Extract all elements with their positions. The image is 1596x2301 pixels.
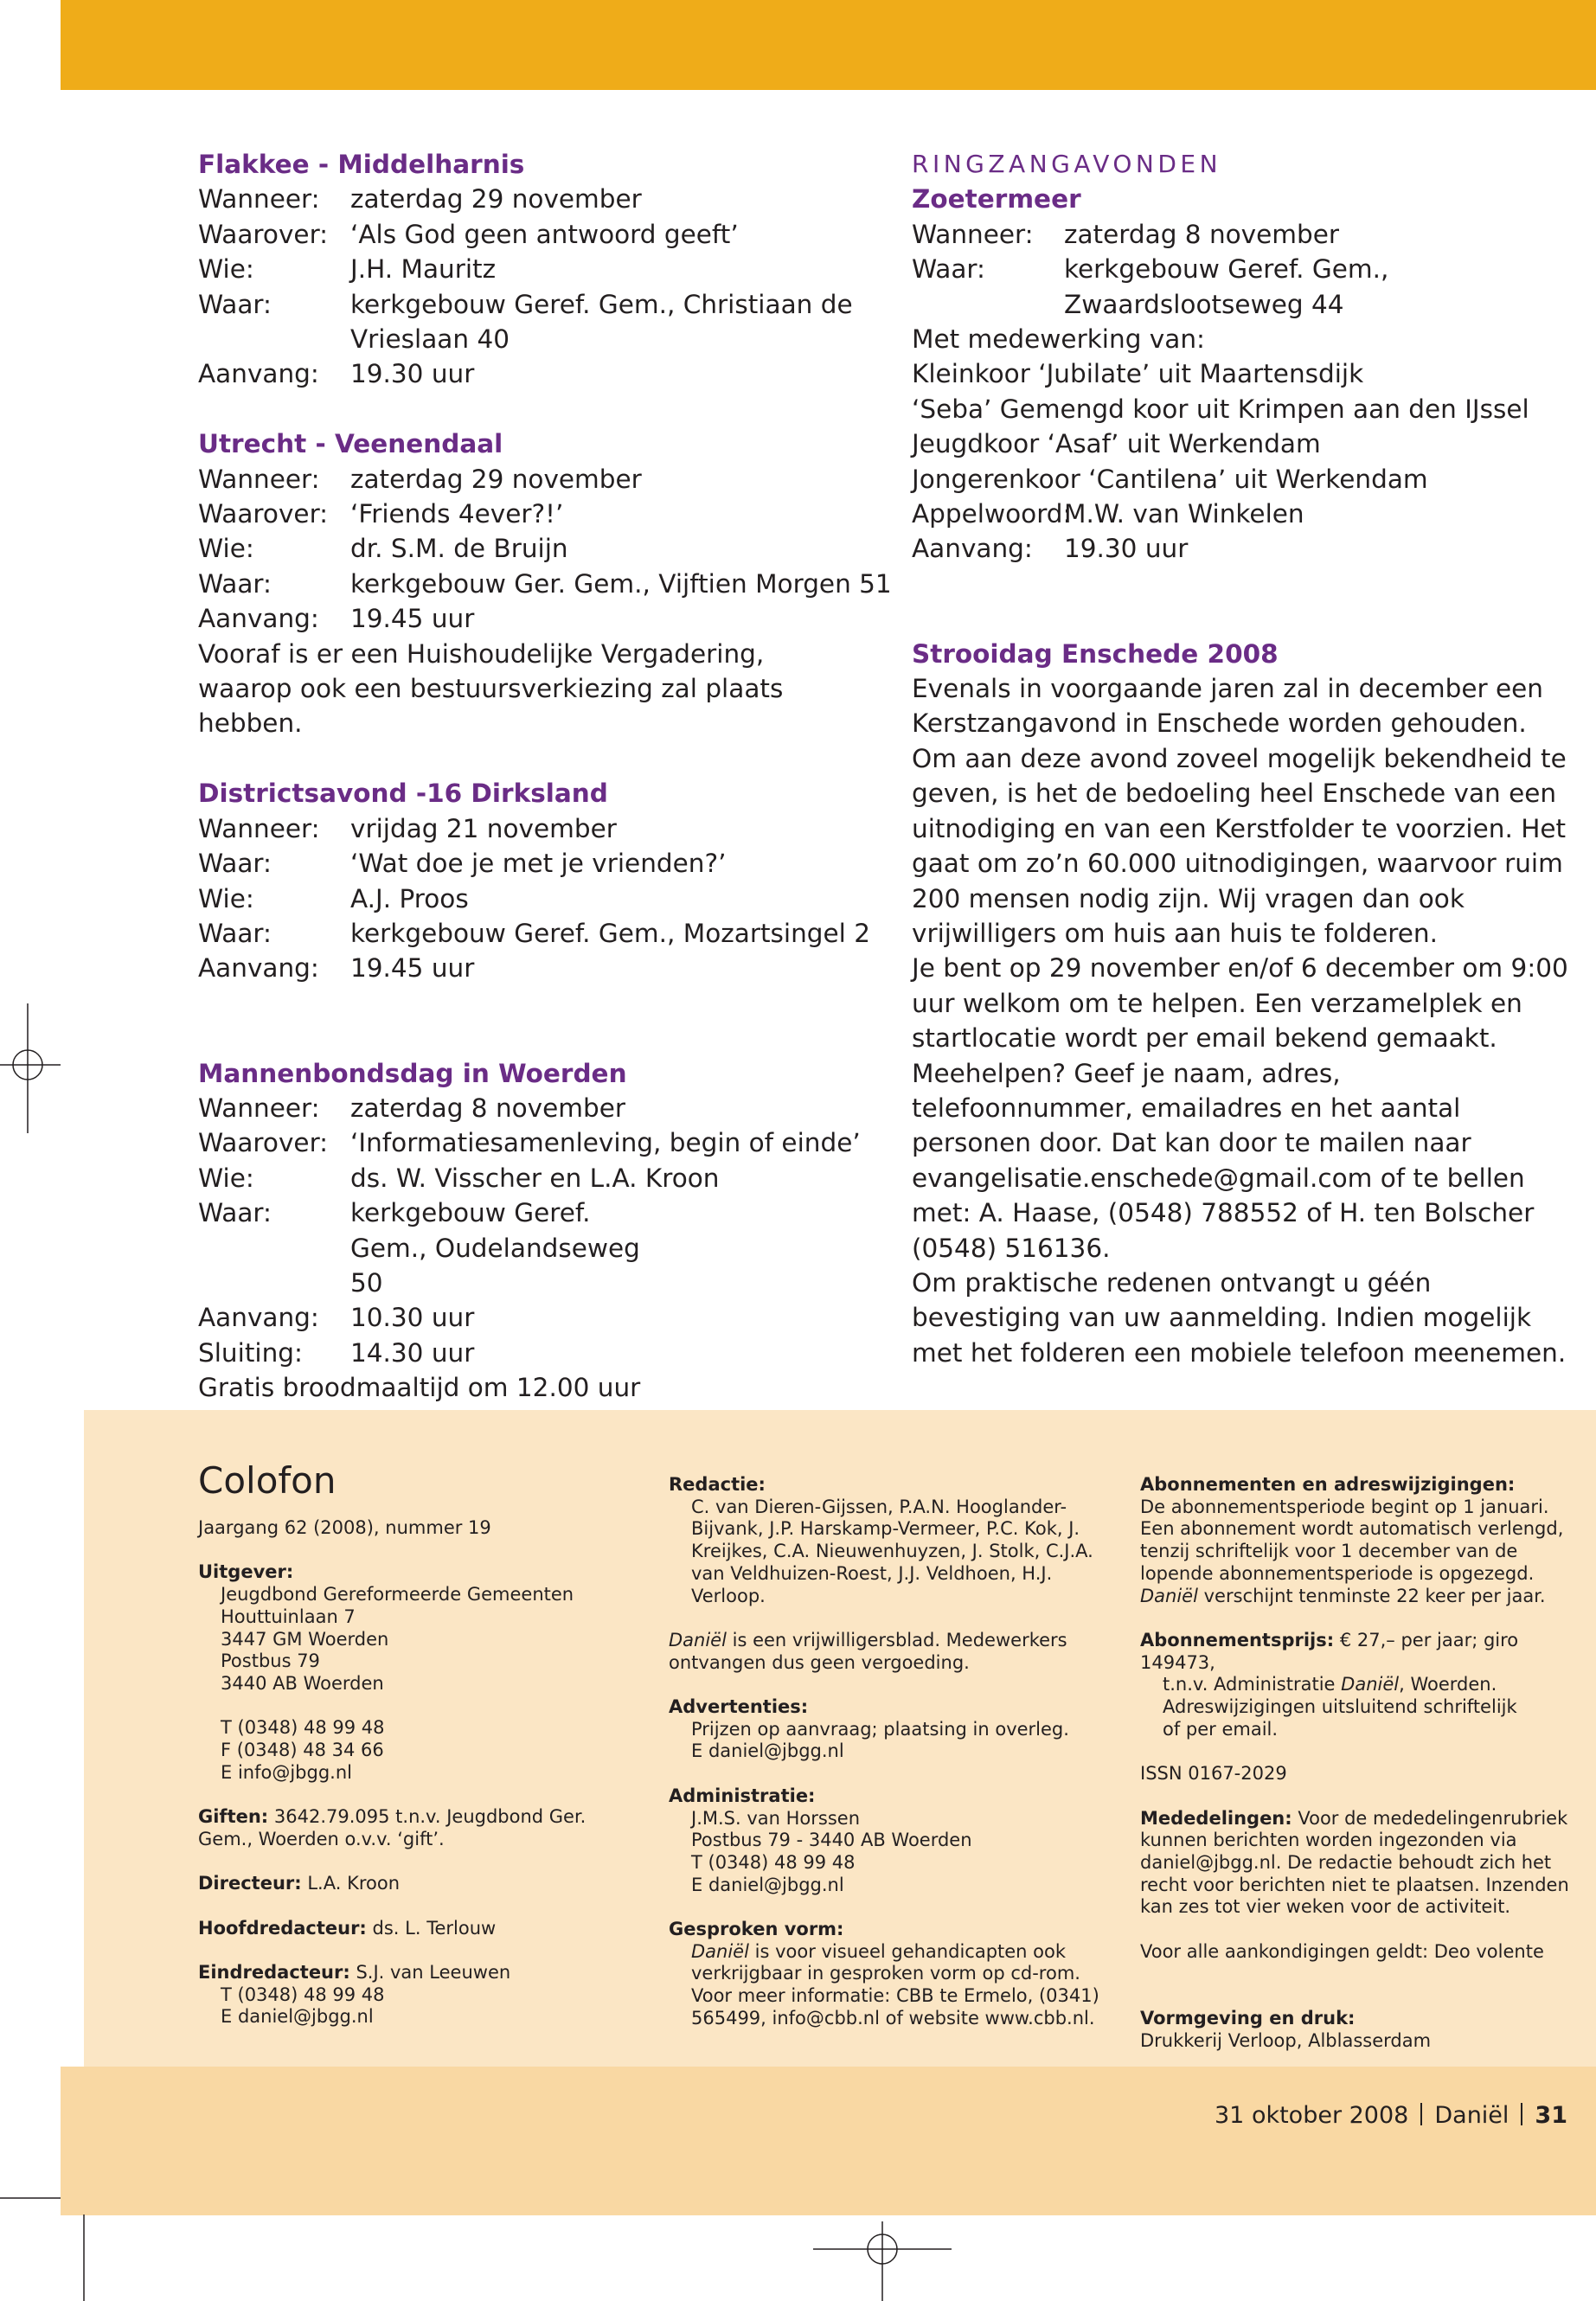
colofon-deo-volente: Voor alle aankondigingen geldt: Deo volente bbox=[1140, 1940, 1544, 1962]
left-column bbox=[198, 147, 892, 1440]
event-row: Wie: J.H. Mauritz bbox=[198, 254, 497, 285]
event-row: Wanneer: zaterdag 29 november bbox=[198, 184, 642, 215]
colofon-hoofdredacteur: Hoofdredacteur: ds. L. Terlouw bbox=[198, 1917, 497, 1939]
event-title: Utrecht - Veenendaal bbox=[198, 429, 503, 459]
colofon-abonnementen: Abonnementen en adreswijzigingen: De abonnementsperiode begint op 1 januari. Een abonnement wordt automatisch verlengd, tenzij schriftelijk voor 1 december van de lopende abonnementsperiode is opgezegd. Daniël verschijnt tenminste 22 keer per jaar. bbox=[1140, 1474, 1564, 1606]
event-row: Waarover: ‘Friends 4ever?!’ bbox=[198, 499, 564, 529]
colofon-administratie: Administratie: J.M.S. van Horssen Postbus 79 - 3440 AB Woerden T (0348) 48 99 48 E daniel@jbgg.nl bbox=[669, 1785, 972, 1895]
event-row: Wanneer: vrijdag 21 november bbox=[198, 813, 617, 843]
colofon-giften: Giften: 3642.79.095 t.n.v. Jeugdbond Ger. Gem., Woerden o.v.v. ‘gift’. bbox=[198, 1806, 586, 1849]
crop-mark-icon bbox=[0, 2194, 87, 2301]
event-row: Wie: dr. S.M. de Bruijn bbox=[198, 534, 568, 564]
text-line: Jeugdkoor ‘Asaf’ uit Werkendam bbox=[912, 429, 1321, 459]
page-number: 31 bbox=[1535, 2102, 1567, 2129]
page-footer bbox=[1215, 2101, 1567, 2131]
event-title: Zoetermeer bbox=[912, 184, 1081, 215]
colofon-column-2 bbox=[669, 1474, 1101, 2030]
event-row: Aanvang: 19.45 uur bbox=[198, 604, 475, 634]
event-row: Waar: kerkgebouw Ger. Gem., Vijftien Morgen 51 bbox=[198, 568, 892, 599]
event-title: Mannenbondsdag in Woerden bbox=[198, 1058, 627, 1088]
event-row: Aanvang: 10.30 uur bbox=[198, 1303, 475, 1333]
registration-mark-icon bbox=[813, 2221, 952, 2301]
registration-mark-icon bbox=[0, 1003, 61, 1133]
colofon-column-3 bbox=[1140, 1474, 1581, 2052]
event-flakkee bbox=[198, 147, 856, 392]
colofon-directeur: Directeur: L.A. Kroon bbox=[198, 1873, 401, 1894]
event-row: Wanneer: zaterdag 29 november bbox=[198, 464, 642, 494]
colofon-uitgever: Uitgever: Jeugdbond Gereformeerde Gemeenten Houttuinlaan 7 3447 GM Woerden Postbus 79 3440 AB Woerden T (0348) 48 99 48 F (0348) 48 34 66 E info@jbgg.nl bbox=[198, 1561, 574, 1783]
divider bbox=[1521, 2103, 1522, 2125]
event-row: Waar: ‘Wat doe je met je vrienden?’ bbox=[198, 849, 727, 879]
colofon-redactie: Redactie: C. van Dieren-Gijssen, P.A.N. Hooglander-Bijvank, J.P. Harskamp-Vermeer, P.C. Kok, J. Kreijkes, C.A. Nieuwenhuyzen, J. Stolk, C.J.A. van Veldhuizen-Roest, J.J. Veldhoen, H.J. Verloop. bbox=[669, 1474, 1093, 1606]
event-row: Aanvang: 19.45 uur bbox=[198, 953, 475, 984]
event-row: Wie: A.J. Proos bbox=[198, 883, 469, 913]
article-paragraph: Evenals in voorgaande jaren zal in december een Kerstzangavond in Enschede worden gehouden. Om aan deze avond zoveel mogelijk bekendheid te geven, is het de bedoeling heel Enschede van een uitnodiging en van een Kerstfolder te voorzien. Het gaat om zo’n 60.000 uitnodigingen, waarvoor ruim 200 mensen nodig zijn. Wij vragen dan ook vrijwilligers om huis aan huis te folderen. bbox=[912, 674, 1567, 948]
event-row: Aanvang: 19.30 uur bbox=[198, 359, 475, 389]
colofon-gesproken: Gesproken vorm: Daniël is voor visueel gehandicapten ook verkrijgbaar in gesproken vorm op cd-rom. Voor meer informatie: CBB te Ermelo, (0341) 565499, info@cbb.nl of website www.cbb.nl. bbox=[669, 1919, 1099, 2029]
event-row: Wanneer: zaterdag 8 november bbox=[912, 219, 1340, 249]
text-line: Jongerenkoor ‘Cantilena’ uit Werkendam bbox=[912, 464, 1428, 494]
event-row: Wanneer: zaterdag 8 november bbox=[198, 1093, 626, 1123]
event-row: Waar: kerkgebouw Geref. Gem., Christiaan de Vrieslaan 40 bbox=[198, 289, 853, 355]
top-color-bar bbox=[61, 0, 1596, 90]
event-row: Waar: kerkgebouw Geref. Gem., Zwaardslootseweg 44 bbox=[912, 254, 1389, 319]
colofon-vormgeving: Vormgeving en druk: Drukkerij Verloop, Alblasserdam bbox=[1140, 2007, 1432, 2051]
footer-band bbox=[61, 2067, 1596, 2215]
issue-date: 31 oktober 2008 bbox=[1215, 2102, 1409, 2129]
right-column bbox=[912, 147, 1569, 1370]
event-title: Flakkee - Middelharnis bbox=[198, 150, 525, 179]
event-dirksland bbox=[198, 776, 870, 985]
colofon-vrijwilligers: Daniël is een vrijwilligersblad. Medewerkers ontvangen dus geen vergoeding. bbox=[669, 1629, 1067, 1673]
text-line: Met medewerking van: bbox=[912, 324, 1205, 355]
event-row: Waarover: ‘Als God geen antwoord geeft’ bbox=[198, 219, 739, 249]
event-row: Waar: kerkgebouw Geref. Gem., Mozartsingel 2 bbox=[198, 918, 870, 948]
magazine-name: Daniël bbox=[1434, 2102, 1509, 2129]
event-row: Sluiting: 14.30 uur bbox=[198, 1337, 475, 1368]
event-row: Wie: ds. W. Visscher en L.A. Kroon bbox=[198, 1163, 720, 1193]
event-row: Aanvang: 19.30 uur bbox=[912, 534, 1189, 564]
event-row: Appelwoord: M.W. van Winkelen bbox=[912, 499, 1304, 529]
article-paragraph: Om praktische redenen ontvangt u géén bevestiging van uw aanmelding. Indien mogelijk met het folderen een mobiele telefoon meenemen. bbox=[912, 1267, 1567, 1368]
colofon-issn: ISSN 0167-2029 bbox=[1140, 1763, 1287, 1785]
event-row: Waar: kerkgebouw Geref. Gem., Oudelandseweg 50 bbox=[198, 1198, 640, 1298]
colofon-mededelingen: Mededelingen: Voor de mededelingenrubriek kunnen berichten worden ingezonden via daniel@jbgg.nl. De redactie behoudt zich het recht voor berichten niet te plaatsen. Inzenden kan zes tot vier weken voor de activiteit. bbox=[1140, 1807, 1569, 1918]
article-paragraph: Je bent op 29 november en/of 6 december om 9:00 uur welkom om te helpen. Een verzamelplek en startlocatie wordt per email bekend gemaakt. Meehelpen? Geef je naam, adres, telefoonnummer, emailadres en het aantal personen door. Dat kan door te mailen naar evangelisatie.enschede@gmail.com of te bellen met: A. Haase, (0548) 788552 of H. ten Bolscher (0548) 516136. bbox=[912, 953, 1568, 1263]
event-note: Gratis broodmaaltijd om 12.00 uur bbox=[198, 1373, 641, 1403]
event-utrecht bbox=[198, 426, 892, 741]
text-line: ‘Seba’ Gemengd koor uit Krimpen aan den IJssel bbox=[912, 394, 1529, 424]
event-mannenbondsdag bbox=[198, 1056, 861, 1406]
colofon-advertenties: Advertenties: Prijzen op aanvraag; plaatsing in overleg. E daniel@jbgg.nl bbox=[669, 1696, 1069, 1762]
text-line: Kleinkoor ‘Jubilate’ uit Maartensdijk bbox=[912, 359, 1364, 389]
colofon-jaargang: Jaargang 62 (2008), nummer 19 bbox=[198, 1517, 491, 1538]
colofon-column-1 bbox=[198, 1460, 631, 2029]
divider bbox=[1420, 2103, 1422, 2125]
event-title: Districtsavond -16 Dirksland bbox=[198, 779, 608, 809]
event-note: Vooraf is er een Huishoudelijke Vergadering, waarop ook een bestuursverkiezing zal plaats hebben. bbox=[198, 638, 784, 739]
article-title: Strooidag Enschede 2008 bbox=[912, 638, 1279, 669]
section-kicker: RINGZANGAVONDEN bbox=[912, 150, 1222, 178]
colofon-title: Colofon bbox=[198, 1459, 337, 1502]
colofon-abonnementsprijs: Abonnementsprijs: € 27,– per jaar; giro 149473, t.n.v. Administratie Daniël, Woerden. Adreswijzigingen uitsluitend schriftelijk of per email. bbox=[1140, 1629, 1519, 1740]
event-row: Waarover: ‘Informatiesamenleving, begin of einde’ bbox=[198, 1128, 861, 1158]
colofon-eindredacteur: Eindredacteur: S.J. van Leeuwen T (0348) 48 99 48 E daniel@jbgg.nl bbox=[198, 1961, 511, 2028]
